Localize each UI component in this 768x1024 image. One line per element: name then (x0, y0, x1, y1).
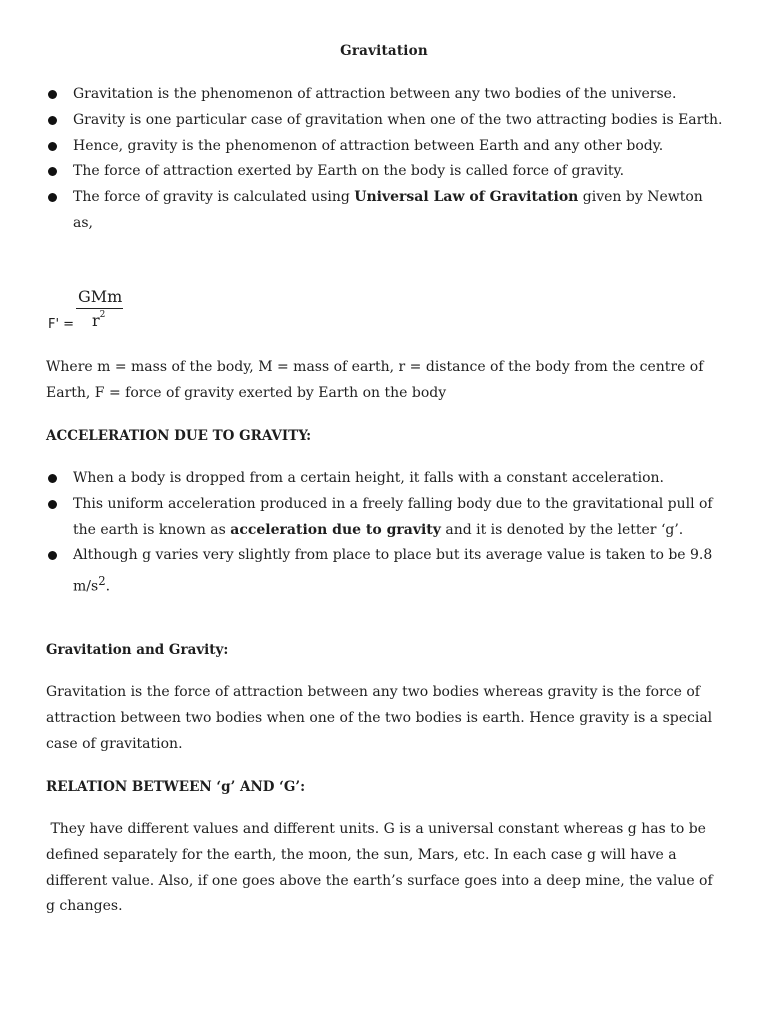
fraction-bar (76, 308, 123, 309)
law-text-before: The force of gravity is calculated using (73, 189, 355, 206)
denominator-exponent: 2 (99, 309, 106, 320)
formula-denominator (92, 311, 105, 330)
heading-gravitation-gravity: Gravitation and Gravity: (46, 642, 229, 658)
unit-exponent: 2 (98, 574, 106, 589)
formula-lhs: F' = (48, 317, 75, 332)
avg-value-end: . (105, 578, 111, 595)
formula-numerator: GMm (78, 287, 123, 306)
gravity-formula (46, 286, 166, 336)
law-text-bold: Universal Law of Gravitation (354, 189, 579, 206)
gravitation-gravity-paragraph: Gravitation is the force of attraction between any two bodies whereas gravity is the force of attraction between two bodies when one of the two bodies is earth. Hence gravity is a special case of gravitation. (46, 684, 713, 752)
list-item: Gravitation is the phenomenon of attraction between any two bodies of the universe. (46, 82, 726, 108)
heading-relation: RELATION BETWEEN ‘g’ AND ‘G’: (46, 779, 306, 795)
list-item (46, 185, 726, 237)
acc-text-bold: acceleration due to gravity (230, 521, 441, 538)
list-item (46, 543, 726, 600)
relation-paragraph: They have different values and different units. G is a universal constant whereas g has to be defined separately for the earth, the moon, the sun, Mars, etc. In each case g will have a different value. Also, if one goes above the earth’s surface goes into a deep mine, the value of g changes. (46, 821, 713, 915)
page-title: Gravitation (340, 43, 428, 59)
list-item: When a body is dropped from a certain height, it falls with a constant acceleration. (46, 466, 726, 492)
list-item: Hence, gravity is the phenomenon of attraction between Earth and any other body. (46, 134, 726, 160)
acc-text-after: and it is denoted by the letter ‘g’. (440, 521, 684, 538)
heading-acceleration: ACCELERATION DUE TO GRAVITY: (46, 428, 312, 444)
law-text-after: given by Newton as, (73, 189, 703, 231)
list-item: Gravity is one particular case of gravitation when one of the two attracting bodies is Earth. (46, 108, 726, 134)
intro-bullet-list (46, 82, 726, 237)
list-item (46, 492, 726, 544)
acceleration-bullet-list (46, 466, 726, 601)
acc-text-before: This uniform acceleration produced in a freely falling body due to the gravitational pull of the earth is known as (73, 495, 713, 538)
denominator-base: r (92, 311, 100, 330)
where-paragraph: Where m = mass of the body, M = mass of earth, r = distance of the body from the centre of Earth, F = force of gravity exerted by Earth on the body (46, 359, 704, 401)
avg-value-text: Although g varies very slightly from place to place but its average value is taken to be 9.8 m/s (73, 547, 713, 595)
list-item: The force of attraction exerted by Earth on the body is called force of gravity. (46, 159, 726, 185)
